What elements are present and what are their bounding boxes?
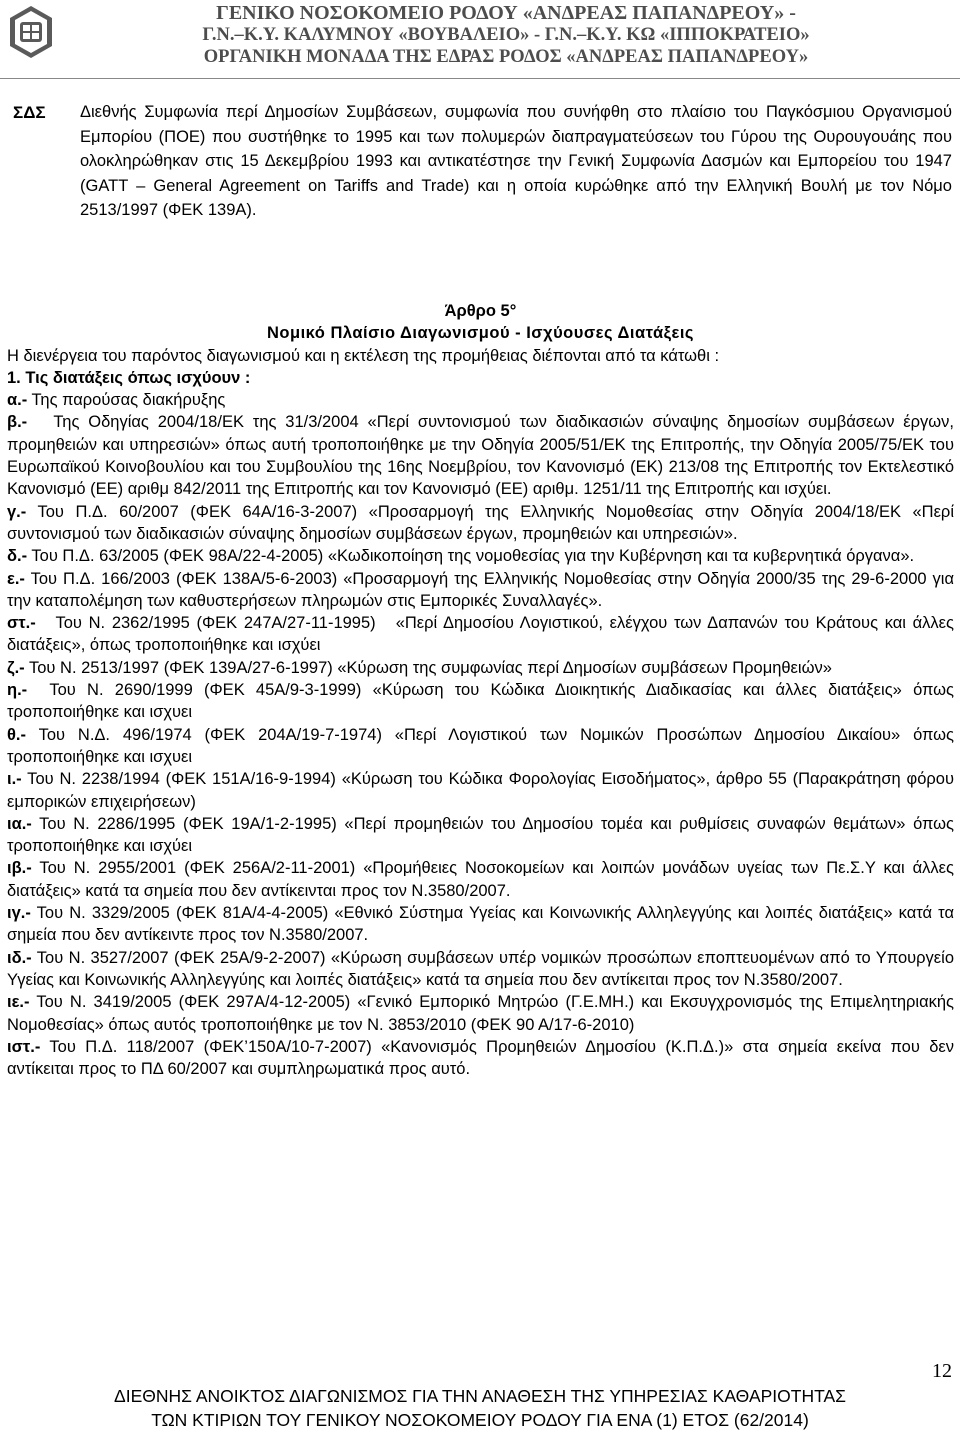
list-item-text: Του Π.Δ. 166/2003 (ΦΕΚ 138Α/5-6-2003) «Προσαρμογή της Ελληνικής Νομοθεσίας στην Οδηγία 2000/35 της 29-6-2000 για την καταπολέμηση των καθυστερήσεων πληρωμών στις Εμπορικές Συναλλαγές». xyxy=(7,569,959,610)
list-item xyxy=(7,545,954,567)
footer-line-1: ΔΙΕΘΝΗΣ ΑΝΟΙΚΤΟΣ ΔΙΑΓΩΝΙΣΜΟΣ ΓΙΑ ΤΗΝ ΑΝΑΘΕΣΗ ΤΗΣ ΥΠΗΡΕΣΙΑΣ ΚΑΘΑΡΙΟΤΗΤΑΣ xyxy=(114,1386,846,1406)
list-item-text: Του Ν. 2362/1995 (ΦΕΚ 247Α/27-11-1995) «Περί Δημοσίου Λογιστικού, ελέγχου των Δαπανών του Κράτους και άλλες διατάξεις», όπως τροποποιήθηκε και ισχύει xyxy=(7,614,959,655)
list-item-label: α.- xyxy=(7,391,28,410)
list-item xyxy=(7,411,959,500)
list-item-text: Της παρούσας διακήρυξης xyxy=(27,391,226,410)
article-intro: Η διενέργεια του παρόντος διαγωνισμού και η εκτέλεση της προμήθειας διέπονται από τα κάτωθι : xyxy=(7,346,720,365)
header-line-1: ΓΕΝΙΚΟ ΝΟΣΟΚΟΜΕΙΟ ΡΟΔΟΥ «ΑΝΔΡΕΑΣ ΠΑΠΑΝΔΡΕΟΥ» - xyxy=(216,2,796,24)
list-item-label: στ.- xyxy=(7,614,36,633)
list-item-text: Του Ν. 2286/1995 (ΦΕΚ 19Α/1-2-1995) «Περί προμηθειών του Δημοσίου τομέα και ρυθμίσεις συναφών θεμάτων» όπως τροποποιήθηκε και ισχύει xyxy=(7,814,959,856)
list-item-text: Του Ν.Δ. 496/1974 (ΦΕΚ 204Α/19-7-1974) «Περί Λογιστικού των Νομικών Προσώπων Δημοσίου Δικαίου» όπως τροποποιήθηκε και ισχυει xyxy=(7,725,959,766)
document-footer xyxy=(0,1384,960,1432)
list-item-label: ια.- xyxy=(7,814,32,833)
list-item xyxy=(7,389,954,411)
provisions-list xyxy=(7,389,959,1080)
section-heading: 1. Τις διατάξεις όπως ισχύουν : xyxy=(7,368,251,387)
definition-text: Διεθνής Συμφωνία περί Δημοσίων Συμβάσεων, συμφωνία που συνήφθη στο πλαίσιο του Παγκόσμιου Οργανισμού Εμπορίου (ΠΟΕ) που συστήθηκε το 1995 και των πολυμερών διαπραγματεύσεων του Γύρου της Ουρουγουάης που ολοκληρώθηκαν στις 15 Δεκεμβρίου 1993 και αντικατέστησε την Γενική Συμφωνία Δασμών και Εμπορείου του 1947 (GATT – General Agreement on Tariffs and Trade) και η οποία κυρώθηκε από την Ελληνική Βουλή με τον Νόμο 2513/1997 (ΦΕΚ 139Α). xyxy=(80,103,952,219)
list-item-label: δ.- xyxy=(7,547,28,566)
list-item-text: Του Ν. 2955/2001 (ΦΕΚ 256Α/2-11-2001) «Προμήθειες Νοσοκομείων και λοιπών μονάδων υγείας των Πε.Σ.Υ και άλλες διατάξεις» κατά τα σημεία που δεν αντίκεινται προς τον Ν.3580/2007. xyxy=(7,859,959,900)
article-title: Άρθρο 5° xyxy=(444,302,517,320)
list-item-label: ιε.- xyxy=(7,993,30,1012)
article-subtitle: Νομικό Πλαίσιο Διαγωνισμού - Ισχύουσες Διατάξεις xyxy=(266,324,695,343)
list-item xyxy=(7,1036,959,1081)
list-item-label: ιστ.- xyxy=(7,1037,41,1056)
list-item-text: Του Ν. 2238/1994 (ΦΕΚ 151Α/16-9-1994) «Κύρωση του Κώδικα Φορολογίας Εισοδήματος», άρθρο 55 (Παρακράτηση φόρου εμπορικών επιχειρήσεων) xyxy=(7,770,959,811)
list-item xyxy=(7,991,959,1036)
list-item-label: γ.- xyxy=(7,502,27,521)
list-item xyxy=(7,679,959,724)
list-item xyxy=(7,768,959,813)
list-item xyxy=(7,568,959,613)
list-item-label: θ.- xyxy=(7,725,26,744)
list-item xyxy=(7,657,954,679)
list-item xyxy=(7,813,959,858)
list-item-text: Της Οδηγίας 2004/18/ΕΚ της 31/3/2004 «Περί συντονισμού των διαδικασιών σύναψης δημοσίων συμβάσεων έργων, προμηθειών και υπηρεσιών» όπως αυτή τροποποιήθηκε με την Οδηγία 2005/51/ΕΚ της Επιτροπής, την Οδηγία 2005/75/ΕΚ του Ευρωπαϊκού Κοινοβουλίου και του Συμβουλίου της 16ης Νοεμβρίου, τον Κανονισμό (ΕΚ) 213/08 της Επιτροπής τον Εκτελεστικό Κανονισμό (ΕΕ) αριθμ 842/2011 της Επιτροπής και τον Κανονισμό (ΕΕ) αριθμ. 1251/11 της Επιτροπής και ισχύει. xyxy=(7,413,959,499)
page-number: 12 xyxy=(932,1360,952,1382)
list-item xyxy=(7,857,959,902)
list-item-text: Του Ν. 2690/1999 (ΦΕΚ 45Α/9-3-1999) «Κύρωση του Κώδικα Διοικητικής Διαδικασίας και άλλες διατάξεις» όπως τροποποιήθηκε και ισχυει xyxy=(7,681,959,722)
article-body xyxy=(7,300,959,1080)
list-item xyxy=(7,612,959,657)
header-divider xyxy=(0,78,960,79)
list-item-label: ε.- xyxy=(7,569,25,588)
list-item-text: Του Π.Δ. 63/2005 (ΦΕΚ 98Α/22-4-2005) «Κωδικοποίηση της νομοθεσίας για την Κυβέρνηση και τα κυβερνητικά όργανα». xyxy=(27,547,915,566)
list-item xyxy=(7,501,959,546)
header-line-2: Γ.Ν.–Κ.Υ. ΚΑΛΥΜΝΟΥ «ΒΟΥΒΑΛΕΙΟ» - Γ.Ν.–Κ.Υ. ΚΩ «ΙΠΠΟΚΡΑΤΕΙΟ» xyxy=(202,25,810,45)
list-item-text: Του Ν. 3527/2007 (ΦΕΚ 25Α/9-2-2007) «Κύρωση συμβάσεων υπέρ νομικών προσώπων εποπτευομένων από το Υπουργείο Υγείας και Κοινωνικής Αλληλεγγύης και λοιπές διατάξεις» κατά τα σημεία που δεν αντίκειται προς τον Ν.3580/2007. xyxy=(7,948,959,989)
hospital-logo-icon xyxy=(6,4,56,60)
list-item-text: Του Π.Δ. 60/2007 (ΦΕΚ 64Α/16-3-2007) «Προσαρμογή της Ελληνικής Νομοθεσίας στην Οδηγία 2004/18/ΕΚ «Περί συντονισμού των διαδικασιών σύναψης δημοσίων συμβάσεων έργων, προμηθειών και υπηρεσιών». xyxy=(7,502,959,543)
document-header xyxy=(62,2,950,68)
list-item-label: β.- xyxy=(7,413,28,432)
list-item-text: Του Ν. 3329/2005 (ΦΕΚ 81Α/4-4-2005) «Εθνικό Σύστημα Υγείας και Κοινωνικής Αλληλεγγύης και λοιπές διατάξεις» κατά τα σημεία που δεν αντίκειντε προς τον Ν.3580/2007. xyxy=(7,904,959,945)
list-item-text: Του Ν. 2513/1997 (ΦΕΚ 139Α/27-6-1997) «Κύρωση της συμφωνίας περί Δημοσίων συμβάσεων Προμηθειών» xyxy=(24,658,832,677)
list-item-label: ζ.- xyxy=(7,658,25,677)
list-item-text: Του Ν. 3419/2005 (ΦΕΚ 297Α/4-12-2005) «Γενικό Εμπορικό Μητρώο (Γ.Ε.ΜΗ.) και Εκσυγχρονισμός της Επιμελητηριακής Νομοθεσίας» όπως αυτός τροποποιήθηκε με τον Ν. 3853/2010 (ΦΕΚ 90 Α/17-6-2010) xyxy=(7,993,959,1034)
list-item-text: Του Π.Δ. 118/2007 (ΦΕΚ’150Α/10-7-2007) «Κανονισμός Προμηθειών Δημοσίου (Κ.Π.Δ.)» στα σημεία εκείνα που δεν αντίκειται προς το ΠΔ 60/2007 και συμπληρωματικά προς αυτό. xyxy=(7,1037,959,1079)
list-item xyxy=(7,724,959,769)
footer-line-2: ΤΩΝ ΚΤΙΡΙΩΝ ΤΟΥ ΓΕΝΙΚΟΥ ΝΟΣΟΚΟΜΕΙΟΥ ΡΟΔΟΥ ΓΙΑ ΕΝΑ (1) ΕΤΟΣ (62/2014) xyxy=(151,1410,809,1430)
list-item xyxy=(7,947,959,992)
definition-term: ΣΔΣ xyxy=(13,103,46,122)
header-line-3: ΟΡΓΑΝΙΚΗ ΜΟΝΑΔΑ ΤΗΣ ΕΔΡΑΣ ΡΟΔΟΣ «ΑΝΔΡΕΑΣ ΠΑΠΑΝΔΡΕΟΥ» xyxy=(203,47,809,67)
list-item-label: ιβ.- xyxy=(7,859,32,878)
list-item-label: ιγ.- xyxy=(7,904,31,923)
list-item-label: η.- xyxy=(7,681,28,700)
list-item-label: ι.- xyxy=(7,770,22,789)
list-item-label: ιδ.- xyxy=(7,948,32,967)
list-item xyxy=(7,902,959,947)
